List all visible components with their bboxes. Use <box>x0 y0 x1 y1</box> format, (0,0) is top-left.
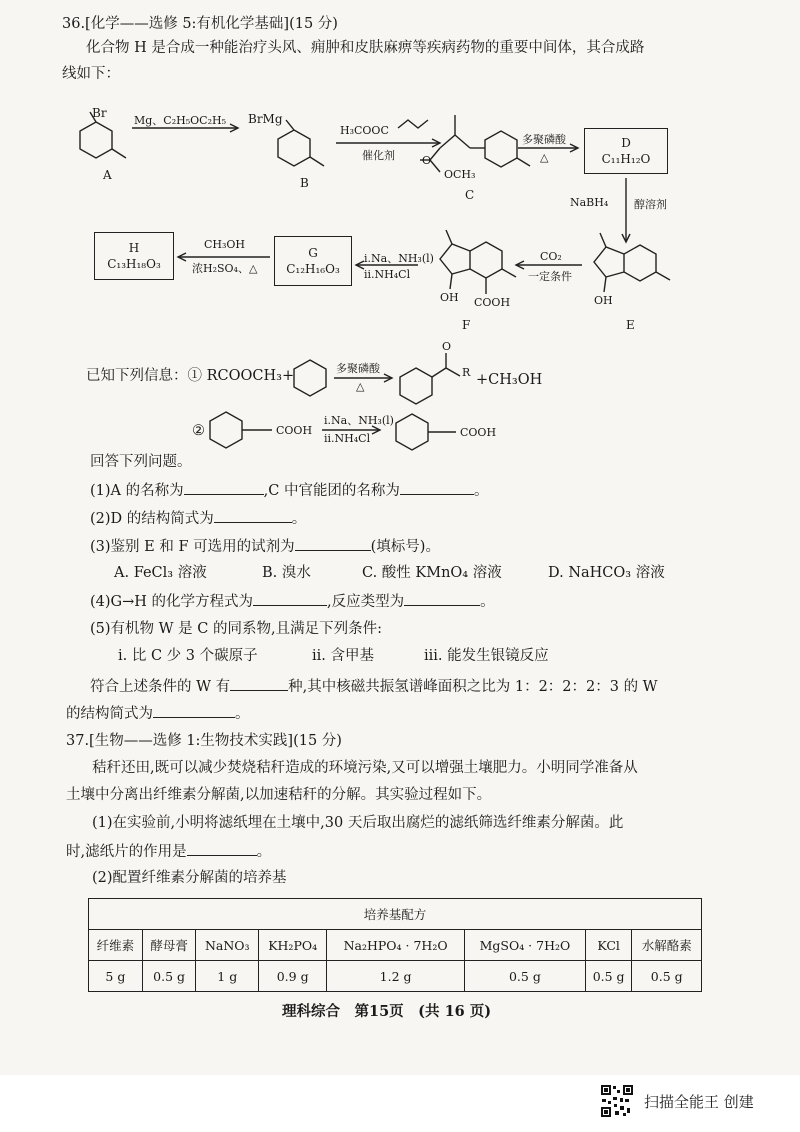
table-header: 水解酪素 <box>632 930 702 961</box>
q36-intro-line2: 线如下： <box>62 66 120 82</box>
table-cell: 0.9 g <box>259 961 327 992</box>
step4-solvent: 醇溶剂 <box>634 198 667 211</box>
qr-code-icon <box>600 1084 634 1118</box>
step2-crotonate: H₃COOC <box>340 124 389 137</box>
q3-blank[interactable] <box>295 536 371 551</box>
table-header: NaNO₃ <box>196 930 259 961</box>
q37-part2: (2)配置纤维素分解菌的培养基 <box>92 870 287 886</box>
compound-E-label: E <box>626 318 635 332</box>
medium-recipe-table <box>88 898 702 992</box>
q1-text-c: 。 <box>473 483 489 499</box>
q36-intro-line1: 化合物 H 是合成一种能治疗头风、痈肿和皮肤麻痹等疾病药物的重要中间体，其合成路 <box>86 40 645 56</box>
q4-blank-b[interactable] <box>404 591 480 606</box>
known2-reagent-a: i.Na、NH₃(l) <box>324 414 394 427</box>
step6-reagent-a: i.Na、NH₃(l) <box>364 252 434 265</box>
q1-blank-a[interactable] <box>184 480 264 495</box>
table-header: MgSO₄ · 7H₂O <box>464 930 585 961</box>
q3-option-b: B. 溴水 <box>262 565 311 581</box>
q3-option-a: A. FeCl₃ 溶液 <box>114 565 207 581</box>
known1-benzene <box>294 360 326 396</box>
q1-text-b: ,C 中官能团的名称为 <box>263 483 400 499</box>
q36-part2 <box>90 508 306 529</box>
q37-s1-text-b: 。 <box>256 844 272 860</box>
compound-A-label: A <box>103 168 112 182</box>
q5-text-c: 的结构简式为 <box>66 706 153 722</box>
table-header: Na₂HPO₄ · 7H₂O <box>327 930 465 961</box>
q2-blank[interactable] <box>214 508 292 523</box>
table-cell: 1 g <box>196 961 259 992</box>
q37-s1-blank[interactable] <box>187 841 257 856</box>
q5-line1 <box>90 676 658 697</box>
table-header-row <box>89 930 702 961</box>
known2-reagent-b: ii.NH₄Cl <box>324 432 371 445</box>
q36-part3 <box>90 536 440 557</box>
compound-D-title: D <box>621 136 631 150</box>
known1-reagent: 多聚磷酸 <box>336 362 380 375</box>
q37-part1-line1: (1)在实验前,小明将滤纸埋在土壤中,30 天后取出腐烂的滤纸筛选纤维素分解菌。此 <box>92 815 624 831</box>
compound-E-oh: OH <box>594 294 613 307</box>
compound-B-label: B <box>300 176 309 190</box>
known1-byproduct: +CH₃OH <box>476 372 543 388</box>
step5-condition: 一定条件 <box>528 270 572 283</box>
compound-A-br: Br <box>92 106 107 120</box>
known1-oxygen: O <box>442 340 452 353</box>
compound-H-formula: C₁₃H₁₈O₃ <box>107 257 161 271</box>
table-cell: 0.5 g <box>585 961 632 992</box>
known2-cooh-start: COOH <box>276 424 313 437</box>
compound-C-ester: OCH₃ <box>444 168 476 181</box>
compound-C-label: C <box>465 188 475 202</box>
table-value-row <box>89 961 702 992</box>
q3-text-a: (3)鉴别 E 和 F 可选用的试剂为 <box>90 539 295 555</box>
table-cell: 5 g <box>89 961 143 992</box>
known2-benzene <box>210 412 242 448</box>
step5-reagent: CO₂ <box>540 250 562 263</box>
q37-header: 37.[生物——选修 1:生物技术实践](15 分) <box>66 733 342 749</box>
known1-product-ring <box>400 368 432 404</box>
q36-part4 <box>90 591 495 612</box>
known2-cooh-end: COOH <box>460 426 497 439</box>
step7-condition: 浓H₂SO₄、△ <box>192 262 258 275</box>
q1-blank-b[interactable] <box>400 480 474 495</box>
table-cell: 0.5 g <box>632 961 702 992</box>
q5-line2 <box>66 703 250 724</box>
q5-blank-b[interactable] <box>153 703 235 718</box>
step2-catalyst: 催化剂 <box>362 149 395 162</box>
table-cell: 0.5 g <box>464 961 585 992</box>
q4-text-a: (4)G→H 的化学方程式为 <box>90 594 254 610</box>
q4-blank-a[interactable] <box>253 591 327 606</box>
q3-option-d: D. NaHCO₃ 溶液 <box>548 565 665 581</box>
step3-reagent: 多聚磷酸 <box>522 133 566 146</box>
q1-text-a: (1)A 的名称为 <box>90 483 184 499</box>
q4-text-c: 。 <box>480 594 495 610</box>
step4-reagent: NaBH₄ <box>570 196 609 209</box>
known2-number: ② <box>192 423 205 439</box>
compound-B-mgbr: BrMg <box>248 112 283 126</box>
compound-F-label: F <box>462 318 471 332</box>
known-intro: 已知下列信息：① RCOOCH₃+ <box>86 368 295 384</box>
q5-text-a: 符合上述条件的 W 有 <box>90 679 231 695</box>
q5-blank-a[interactable] <box>230 676 288 691</box>
q5-condition-i: i. 比 C 少 3 个碳原子 <box>118 648 258 664</box>
known2-product-ring <box>396 414 428 450</box>
compound-F-oh: OH <box>440 291 459 304</box>
q36-header: 36.[化学——选修 5:有机化学基础](15 分) <box>62 16 338 32</box>
scanner-brand: 扫描全能王 创建 <box>644 1093 754 1111</box>
q2-text-a: (2)D 的结构简式为 <box>90 511 214 527</box>
q4-text-b: ,反应类型为 <box>327 594 405 610</box>
q36-part5: (5)有机物 W 是 C 的同系物,且满足下列条件: <box>90 621 382 637</box>
compound-H-title: H <box>128 241 140 255</box>
q37-part1-line2 <box>66 841 271 862</box>
compound-C-carbonyl: O <box>422 154 432 167</box>
compound-F-cooh: COOH <box>474 296 511 309</box>
step7-reagent: CH₃OH <box>204 238 246 251</box>
q5-condition-iii: iii. 能发生银镜反应 <box>424 648 549 664</box>
table-header: KCl <box>585 930 632 961</box>
q37-paragraph-line2: 土壤中分离出纤维素分解菌,以加速秸秆的分解。其实验过程如下。 <box>66 787 492 803</box>
q3-option-c: C. 酸性 KMnO₄ 溶液 <box>362 565 502 581</box>
known1-heat: △ <box>356 380 365 393</box>
known1-r: R <box>462 366 471 379</box>
table-caption: 培养基配方 <box>89 899 702 930</box>
q5-condition-ii: ii. 含甲基 <box>312 648 374 664</box>
q2-text-b: 。 <box>291 511 307 527</box>
step3-heat: △ <box>540 151 549 164</box>
q37-s1-text-a: 时,滤纸片的作用是 <box>66 844 187 860</box>
table-cell: 0.5 g <box>142 961 196 992</box>
compound-G-formula: C₁₂H₁₆O₃ <box>286 262 340 276</box>
compound-D-formula: C₁₁H₁₂O <box>601 152 651 166</box>
step1-reagent: Mg、C₂H₅OC₂H₅ <box>134 114 226 127</box>
table-header: 酵母膏 <box>142 930 196 961</box>
table-cell: 1.2 g <box>327 961 465 992</box>
table-header: 纤维素 <box>89 930 143 961</box>
step6-reagent-b: ii.NH₄Cl <box>364 268 411 281</box>
compound-G-title: G <box>308 246 318 260</box>
q37-paragraph-line1: 秸秆还田,既可以减少焚烧秸秆造成的环境污染,又可以增强土壤肥力。小明同学准备从 <box>92 760 638 776</box>
q36-part1 <box>90 480 488 501</box>
q5-text-d: 。 <box>235 706 250 722</box>
q5-text-b: 种,其中核磁共振氢谱峰面积之比为 1：2：2：2：3 的 W <box>288 679 658 695</box>
answer-prompt: 回答下列问题。 <box>90 454 192 470</box>
q3-text-b: (填标号)。 <box>370 539 440 555</box>
table-header: KH₂PO₄ <box>259 930 327 961</box>
page-footer: 理科综合 第15页 (共 16 页) <box>282 1003 492 1020</box>
